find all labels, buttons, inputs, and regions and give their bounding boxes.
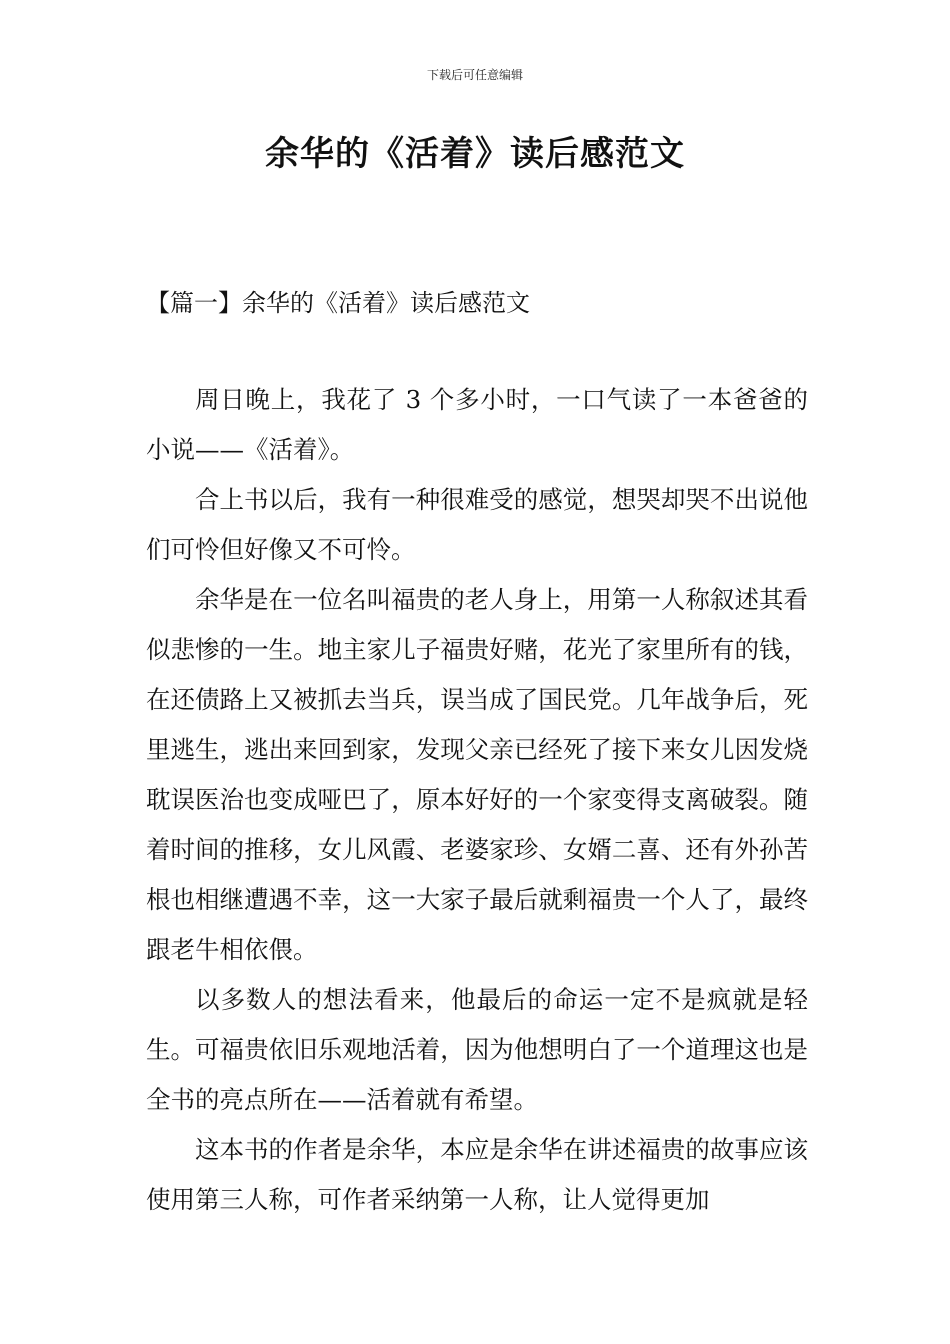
paragraph-5: 这本书的作者是余华，本应是余华在讲述福贵的故事应该使用第三人称，可作者采纳第一人称，让人觉得更加	[146, 1135, 808, 1214]
document-title: 余华的《活着》读后感范文	[265, 134, 685, 174]
body-text	[146, 375, 808, 1225]
paragraph-1: 周日晚上，我花了 3 个多小时，一口气读了一本爸爸的小说——《活着》。	[146, 385, 808, 464]
paragraph-4: 以多数人的想法看来，他最后的命运一定不是疯就是轻生。可福贵依旧乐观地活着，因为他想明白了一个道理这也是全书的亮点所在——活着就有希望。	[146, 985, 808, 1114]
section-heading: 【篇一】余华的《活着》读后感范文	[146, 289, 530, 317]
paragraph-2: 合上书以后，我有一种很难受的感觉，想哭却哭不出说他们可怜但好像又不可怜。	[146, 485, 808, 564]
header-note: 下载后可任意编辑	[426, 68, 523, 82]
paragraph-3: 余华是在一位名叫福贵的老人身上，用第一人称叙述其看似悲惨的一生。地主家儿子福贵好赌，花光了家里所有的钱，在还债路上又被抓去当兵，误当成了国民党。几年战争后，死里逃生，逃出来回到家，发现父亲已经死了接下来女儿因发烧耽误医治也变成哑巴了，原本好好的一个家变得支离破裂。随着时间的推移，女儿风霞、老婆家珍、女婿二喜、还有外孙苦根也相继遭遇不幸，这一大家子最后就剩福贵一个人了，最终跟老牛相依偎。	[146, 585, 808, 964]
